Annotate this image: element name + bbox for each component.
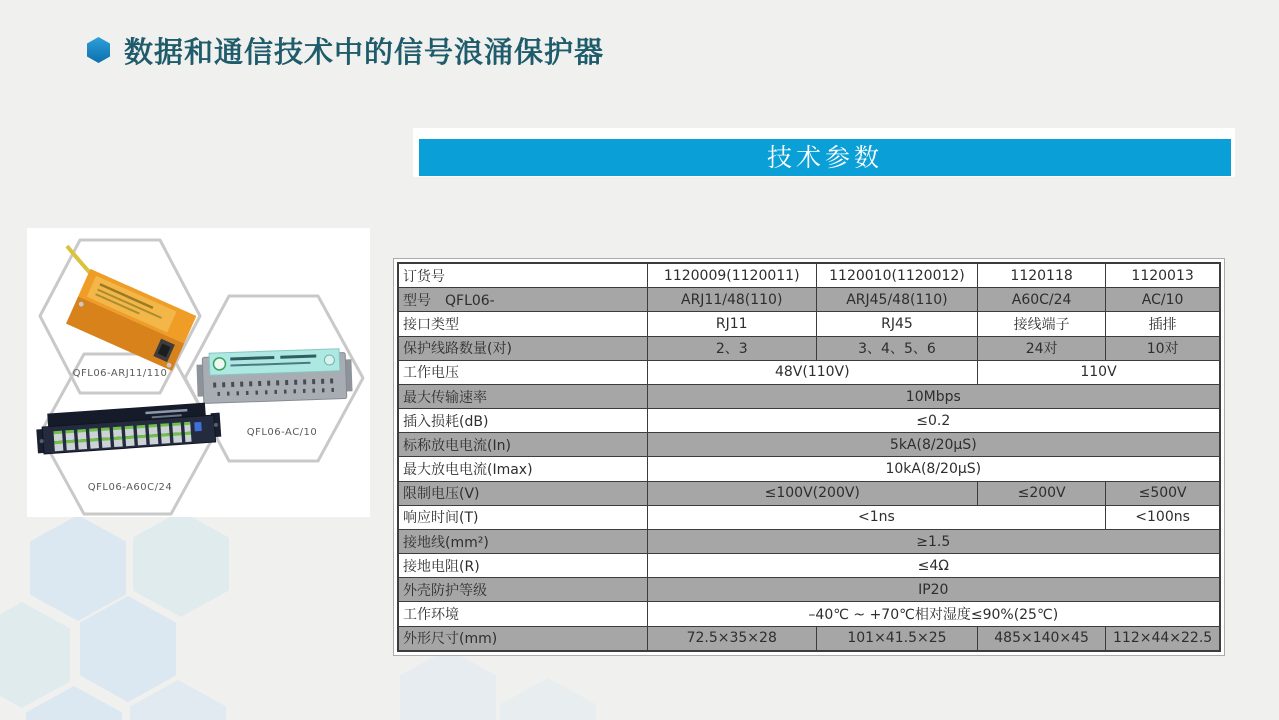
spec-value: RJ11 (647, 312, 816, 336)
spec-value: 1120010(1120012) (816, 263, 977, 288)
spec-label: 插入损耗(dB) (398, 409, 647, 433)
spec-value: A60C/24 (978, 288, 1106, 312)
spec-value: 5kA(8/20μS) (647, 433, 1220, 457)
spec-value: 1120118 (978, 263, 1106, 288)
spec-table (397, 262, 1221, 652)
spec-label: 限制电压(V) (398, 481, 647, 505)
spec-value: IP20 (647, 578, 1220, 602)
spec-label: 型号 QFL06- (398, 288, 647, 312)
spec-label: 最大传输速率 (398, 384, 647, 408)
spec-value: 110V (978, 360, 1221, 384)
spec-value: ≤0.2 (647, 409, 1220, 433)
table-row (398, 505, 1220, 529)
table-row (398, 529, 1220, 553)
spec-value: 112×44×22.5 (1106, 626, 1220, 651)
title-bullet-hexagon-icon (87, 37, 110, 63)
spec-label: 保护线路数量(对) (398, 336, 647, 360)
table-row (398, 288, 1220, 312)
section-banner: 技术参数 (419, 139, 1231, 176)
table-row (398, 578, 1220, 602)
spec-value: 72.5×35×28 (647, 626, 816, 651)
spec-label: 响应时间(T) (398, 505, 647, 529)
spec-value: RJ45 (816, 312, 977, 336)
banner-backing (413, 128, 1235, 177)
spec-value: 485×140×45 (978, 626, 1106, 651)
spec-label: 接地电阻(R) (398, 554, 647, 578)
spec-value: ≥1.5 (647, 529, 1220, 553)
spec-value: ≤4Ω (647, 554, 1220, 578)
spec-value: 101×41.5×25 (816, 626, 977, 651)
spec-value: 1120009(1120011) (647, 263, 816, 288)
product-label-arj11-110: QFL06-ARJ11/110 (72, 368, 168, 379)
spec-label: 订货号 (398, 263, 647, 288)
spec-value: 接线端子 (978, 312, 1106, 336)
spec-label: 标称放电电流(In) (398, 433, 647, 457)
table-row (398, 481, 1220, 505)
spec-value: 插排 (1106, 312, 1220, 336)
table-row (398, 409, 1220, 433)
spec-value: 48V(110V) (647, 360, 977, 384)
spec-value: 10Mbps (647, 384, 1220, 408)
spec-value: 2、3 (647, 336, 816, 360)
product-image-panel (27, 228, 370, 517)
spec-label: 外壳防护等级 (398, 578, 647, 602)
table-row (398, 360, 1220, 384)
page-title: 数据和通信技术中的信号浪涌保护器 (124, 35, 605, 69)
spec-value: ≤100V(200V) (647, 481, 977, 505)
table-row (398, 336, 1220, 360)
table-row (398, 602, 1220, 626)
spec-label: 最大放电电流(Imax) (398, 457, 647, 481)
product-label-a60c24: QFL06-A60C/24 (87, 482, 173, 493)
product-photo-a60c24 (35, 402, 221, 455)
product-photo-ac10 (196, 348, 353, 403)
product-label-ac10: QFL06-AC/10 (246, 427, 318, 438)
spec-value: ≤200V (978, 481, 1106, 505)
table-row (398, 384, 1220, 408)
spec-value: ARJ11/48(110) (647, 288, 816, 312)
spec-value: 24对 (978, 336, 1106, 360)
spec-value: –40℃ ~ +70℃相对湿度≤90%(25℃) (647, 602, 1220, 626)
spec-value: 10对 (1106, 336, 1220, 360)
product-photo-arj11-110 (66, 246, 196, 371)
spec-value: ≤500V (1106, 481, 1220, 505)
table-row (398, 433, 1220, 457)
spec-label: 接口类型 (398, 312, 647, 336)
spec-value: 3、4、5、6 (816, 336, 977, 360)
table-row (398, 263, 1220, 288)
spec-label: 接地线(mm²) (398, 529, 647, 553)
spec-label: 工作电压 (398, 360, 647, 384)
table-row (398, 626, 1220, 651)
spec-table-card (393, 258, 1225, 656)
spec-value: AC/10 (1106, 288, 1220, 312)
spec-value: 10kA(8/20μS) (647, 457, 1220, 481)
spec-value: <100ns (1106, 505, 1220, 529)
spec-value: ARJ45/48(110) (816, 288, 977, 312)
table-row (398, 457, 1220, 481)
table-row (398, 312, 1220, 336)
spec-label: 工作环境 (398, 602, 647, 626)
spec-value: <1ns (647, 505, 1106, 529)
table-row (398, 554, 1220, 578)
spec-value: 1120013 (1106, 263, 1220, 288)
spec-table-body (398, 263, 1220, 651)
spec-label: 外形尺寸(mm) (398, 626, 647, 651)
